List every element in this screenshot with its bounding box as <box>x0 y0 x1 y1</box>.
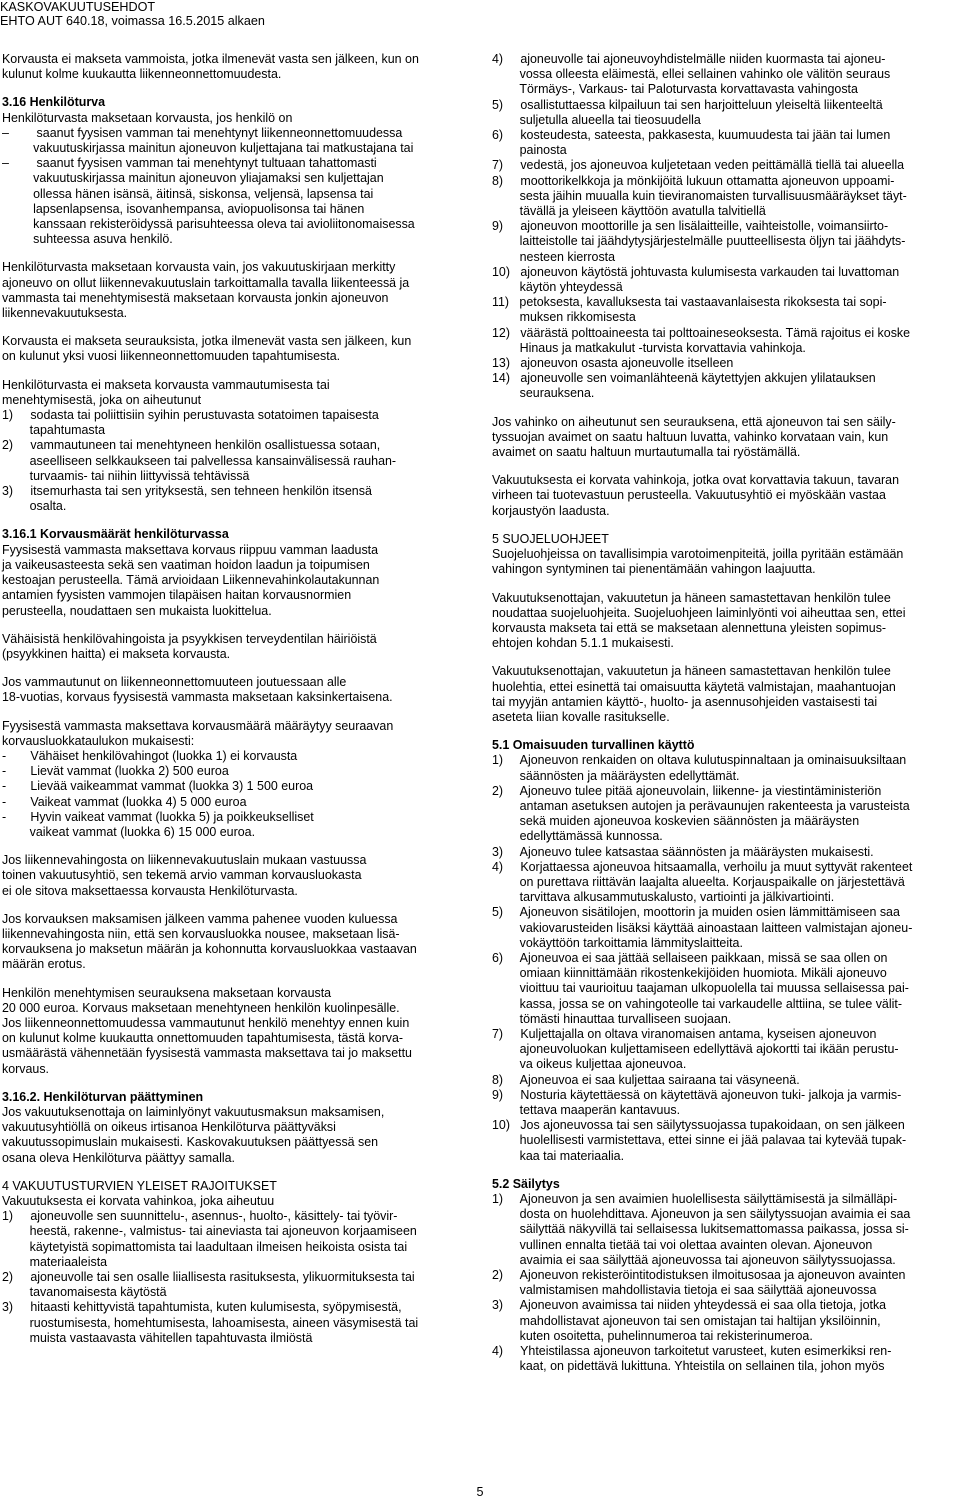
text-line: dosta on huolehdittava. Ajoneuvon ja sen säilytyssuojan avaimia ei saa <box>492 1207 911 1222</box>
text-line: tömästi hinauttaa turvalliseen suojaan. <box>492 1011 732 1026</box>
text-line: ehtojen kohdan 5.1.1 mukaisesti. <box>492 636 674 651</box>
paragraph-spacer <box>2 899 472 912</box>
text-line: osana oleva Henkilöturva päättyy samalla. <box>2 1150 235 1165</box>
text-line: muksen rikkomisesta <box>492 310 636 325</box>
text-line: korvauksena jo maksetun määrän ja kohonnutta korvausluokkaa vastaavan <box>2 942 417 957</box>
text-line: 1) Ajoneuvon renkaiden on oltava kulutuspinnaltaan ja ominaisuuksiltaan <box>492 753 907 768</box>
text-line: vioittuu tai vaurioituu taajaman ulkopuolella tai muussa sellaisessa pai- <box>492 981 909 996</box>
text-line: huolehtia, ettei esinettä tai omaisuutta käytetä valmistajan, maahantuojan <box>492 679 896 694</box>
text-line: 9) Nosturia käytettäessä on käytettävä ajoneuvon tuki- jalkoja ja varmis- <box>492 1087 902 1102</box>
text-line: tavanomaisesta käytöstä <box>2 1285 167 1300</box>
text-line: sekä muiden ajoneuvoa koskevien säännösten ja määräysten <box>492 814 860 829</box>
text-line: usmäärästä vähennetään fyysisestä vammasta maksettava tai jo maksettu <box>2 1046 412 1061</box>
text-line: vakuutusyhtiöllä on oikeus irtisanoa Henkilöturva päättyväksi <box>2 1120 336 1135</box>
text-line: 5 SUOJELUOHJEET <box>492 531 609 546</box>
text-line: vakiovarusteiden lisäksi käyttää ainoastaan laitteen valmistajan ajoneu- <box>492 920 913 935</box>
document-header <box>0 0 265 28</box>
paragraph-spacer <box>2 321 472 334</box>
paragraph-spacer <box>492 1164 956 1177</box>
text-line: va oikeus kuljettaa ajoneuvoa. <box>492 1057 687 1072</box>
section-heading: 5.1 Omaisuuden turvallinen käyttö <box>492 738 695 753</box>
header-company: KASKOVAKUUTUSEHDOT <box>0 0 156 14</box>
text-line: 8) moottorikelkkoja ja mönkijöitä lukuun ottamatta ajoneuvon uppoami- <box>492 173 895 188</box>
text-line: 3) Ajoneuvon avaimissa tai niiden yhteydessä ei saa olla tietoja, jotka <box>492 1298 887 1313</box>
section-heading: 3.16 Henkilöturva <box>2 95 105 110</box>
text-line: 5) Ajoneuvon sisätilojen, moottorin ja muiden osien lämmittämiseen saa <box>492 905 900 920</box>
text-line: 1) sodasta tai poliittisiin syihin perustuvasta sotatoimen tapaisesta <box>2 408 379 423</box>
text-line: avaimet on saatu haltuun murtautumalla tai ryöstämällä. <box>492 445 801 460</box>
paragraph-spacer <box>2 840 472 853</box>
text-line: Törmäys-, Varkaus- tai Paloturvasta korvattavasta vahingosta <box>492 82 858 97</box>
text-line: 13) ajoneuvon osasta ajoneuvolle itselleen <box>492 356 734 371</box>
text-line: Jos liikennevahingosta on liikennevakuutuslain mukaan vastuussa <box>2 853 367 868</box>
text-line: 3) itsemurhasta tai sen yrityksestä, sen tehneen henkilön itsensä <box>2 484 372 499</box>
text-line: ajoneuvo on ollut liikennevakuutuslain tarkoittamalla tavalla liikenteessä ja <box>2 275 410 290</box>
text-line: vokäyttöön tarkoittamia lämmityslaitteita. <box>492 935 743 950</box>
text-line: Fyysisestä vammasta maksettava korvaus riippuu vamman laadusta <box>2 542 379 557</box>
text-line: on kulunut yksi vuosi liikenneonnettomuuden tapahtumisesta. <box>2 349 341 364</box>
text-line: (psyykkinen haitta) ei makseta korvausta. <box>2 646 231 661</box>
text-line: tävällä ja yleiseen käyttöön avatulla talvitiellä <box>492 204 766 219</box>
text-line: 3) Ajoneuvo tulee katsastaa säännösten ja määräysten mukaisesti. <box>492 844 874 859</box>
text-line: 6) Ajoneuvoa ei saa jättää sellaiseen paikkaan, missä se saa ollen on <box>492 950 888 965</box>
text-line: Jos liikenneonnettomuudessa vammautunut henkilö menehtyy ennen kuin <box>2 1015 410 1030</box>
text-line: Jos korvauksen maksamisen jälkeen vamma pahenee vuoden kuluessa <box>2 911 398 926</box>
text-line: säännösten ja määräysten edellyttämät. <box>492 768 740 783</box>
text-line: on kulunut kolme kuukautta onnettomuuden tapahtumisesta, tästä korva- <box>2 1031 404 1046</box>
text-line: kaat, on pidettävä lukittuna. Yhteistila on sellainen tila, johon myös <box>492 1359 885 1374</box>
text-line: – saanut fyysisen vamman tai menehtynyt liikenneonnettomuudessa <box>2 125 403 140</box>
text-line: 4 VAKUUTUSTURVIEN YLEISET RAJOITUKSET <box>2 1178 277 1193</box>
text-line: kestoajan perusteella. Tämä arvioidaan Liikennevahinkolautakunnan <box>2 573 380 588</box>
text-line: korvausta makseta tai että se maksetaan alennettuna yleisten sopimus- <box>492 620 887 635</box>
text-line: vammasta tai menehtymisestä maksetaan korvausta jonkin ajoneuvon <box>2 290 389 305</box>
text-line: omiaan kiinnittämään rikostenkekijöiden huomiota. Mikäli ajoneuvo <box>492 966 887 981</box>
text-line: Jos vakuutuksenottaja on laiminlyönyt vakuutusmaksun maksamisen, <box>2 1104 385 1119</box>
text-line: 4) Korjattaessa ajoneuvoa hitsaamalla, verhoilu ja muut syttyvät rakenteet <box>492 859 913 874</box>
text-line: säilyttää näkyvillä tai sellaisessa lukitsemattomassa paikassa, jossa si- <box>492 1222 909 1237</box>
text-line: - Hyvin vaikeat vammat (luokka 5) ja poikkeukselliset <box>2 809 314 824</box>
text-line: suhteessa asuva henkilö. <box>2 232 173 247</box>
text-line: virheen tai tuotevastuun perusteella. Vakuutusyhtiö ei myöskään vastaa <box>492 488 886 503</box>
page-footer <box>0 1485 960 1500</box>
text-line: seurauksena. <box>492 386 595 401</box>
text-line: Vakuutuksenottajan, vakuutetun ja häneen samastettavan henkilön tulee <box>492 590 891 605</box>
text-line: aseteta liian kovalle rasitukselle. <box>492 709 670 724</box>
text-line: 14) ajoneuvolle sen voimanlähteenä käytettyjen akkujen ylilatauksen <box>492 371 876 386</box>
text-line: turvaamis- tai niihin liittyvissä tehtävissä <box>2 468 250 483</box>
text-line: korvausluokkataulukon mukaisesti: <box>2 733 195 748</box>
text-line: 2) ajoneuvolle tai sen osalle liiallisesta rasituksesta, ylikuormituksesta tai <box>2 1270 415 1285</box>
paragraph-spacer <box>2 706 472 719</box>
text-line: nesteen kierrosta <box>492 249 616 264</box>
text-line: vakuutussopimuslain mukaisesti. Kaskovakuutuksen päättyessä sen <box>2 1135 379 1150</box>
section-heading: 5.2 Säilytys <box>492 1176 560 1191</box>
text-line: mahdollistavat ajoneuvon tai sen omistajan tai haltijan yksilöinnin, <box>492 1313 881 1328</box>
text-line: heestä, rakenne-, valmistus- tai aineviasta tai ajoneuvon korjaamiseen <box>2 1224 417 1239</box>
text-line: korvaus. <box>2 1061 50 1076</box>
text-line: antaman asetuksen autojen ja perävaunujen rakenteesta ja varusteista <box>492 798 910 813</box>
paragraph-spacer <box>492 651 956 664</box>
text-line: 7) vedestä, jos ajoneuvoa kuljetetaan veden peittämällä tiellä tai alueella <box>492 158 905 173</box>
text-line: 5) osallistuttaessa kilpailuun tai sen harjoitteluun yleiseltä liikenteeltä <box>492 97 883 112</box>
text-line: 1) Ajoneuvon ja sen avaimien huolellisesta säilyttämisestä ja silmälläpi- <box>492 1192 898 1207</box>
text-line: 3) hitaasti kehittyvistä tapahtumista, kuten kulumisesta, syöpymisestä, <box>2 1300 402 1315</box>
text-line: tyssuojan avaimet on saatu haltuun luvatta, vahinko korvataan vain, kun <box>492 429 889 444</box>
text-line: perusteella, noudattaen sen mukaista luokittelua. <box>2 603 272 618</box>
paragraph-spacer <box>2 514 472 527</box>
paragraph-spacer <box>2 365 472 378</box>
text-line: liikennevahingosta niin, että sen korvausluokka nousee, maksetaan lisä- <box>2 926 400 941</box>
text-line: laitteistolle tai jäähdytysjärjestelmälle puutteellisesta öljyn tai jäähdyts- <box>492 234 906 249</box>
text-line: vakuutuskirjassa mainitun ajoneuvon kuljettajana tai matkustajana tai <box>2 141 414 156</box>
left-column <box>2 52 472 1346</box>
paragraph-spacer <box>492 519 956 532</box>
text-line: muista vastaavasta vähitellen tapahtuvasta ilmiöstä <box>2 1330 313 1345</box>
text-line: ja vaikeusasteesta sekä sen vaatiman hoidon laadun ja toipumisen <box>2 557 370 572</box>
text-line: 1) ajoneuvolle sen suunnittelu-, asennus-, huolto-, käsittely- tai työvir- <box>2 1209 398 1224</box>
paragraph-spacer <box>492 725 956 738</box>
text-line: vakuutuskirjassa mainitun ajoneuvon yliajamaksi sen kuljettajan <box>2 171 384 186</box>
text-line: Henkilöturvasta ei makseta korvausta vammautumisesta tai <box>2 377 330 392</box>
paragraph-spacer <box>2 82 472 95</box>
text-line: käytön yhteydessä <box>492 280 623 295</box>
right-column <box>492 52 956 1374</box>
text-line: - Lievät vammat (luokka 2) 500 euroa <box>2 764 229 779</box>
text-line: tapahtumasta <box>2 423 106 438</box>
text-line: menehtymisestä, joka on aiheutunut <box>2 392 202 407</box>
text-line: ruostumisesta, homehtumisesta, lahoamisesta, aineen väsymisestä tai <box>2 1315 419 1330</box>
text-line: 18-vuotias, korvaus fyysisestä vammasta maksetaan kaksinkertaisena. <box>2 690 393 705</box>
text-line: Fyysisestä vammasta maksettava korvausmäärä määräytyy seuraavan <box>2 718 394 733</box>
text-line: kanssaan rekisteröidyssä parisuhteessa oleva tai avioliitonomaisessa <box>2 217 415 232</box>
text-line: - Lievää vaikeammat vammat (luokka 3) 1 500 euroa <box>2 779 314 794</box>
text-line: Vakuutuksenottajan, vakuutetun ja häneen samastettavan henkilön tulee <box>492 664 891 679</box>
text-line: käytetyistä sopimattomista tai laadultaan ilmeisen heikoista osista tai <box>2 1239 408 1254</box>
text-line: – saanut fyysisen vamman tai menehtynyt tultuaan tahattomasti <box>2 156 377 171</box>
text-line: 2) Ajoneuvo tulee pitää ajoneuvolain, liikenne- ja viestintäministeriön <box>492 783 882 798</box>
text-line: määrän erotus. <box>2 957 86 972</box>
text-line: valmistamisen mahdollistavia tietoja ei saa säilyttää ajoneuvossa <box>492 1283 877 1298</box>
text-line: 11) petoksesta, kavalluksesta tai vastaavanlaisesta rikoksesta tai sopi- <box>492 295 887 310</box>
text-line: - Vaikeat vammat (luokka 4) 5 000 euroa <box>2 794 247 809</box>
paragraph-spacer <box>2 247 472 260</box>
text-line: vossa olleesta eläimestä, ellei sellainen vahinko ole välitön seuraus <box>492 67 891 82</box>
text-line: 10) ajoneuvon käytöstä johtuvasta kulumisesta varkauden tai luvattoman <box>492 264 900 279</box>
text-line: Korvausta ei makseta seurauksista, jotka ilmenevät vasta sen jälkeen, kun <box>2 334 412 349</box>
text-line: kuten osoitetta, puhelinnumeroa tai rekisterinumeroa. <box>492 1328 813 1343</box>
section-heading: 3.16.1 Korvausmäärät henkilöturvassa <box>2 527 229 542</box>
text-line: huolellisesti varmistettava, ettei sinne ei jää palavaa tai kytevää tupak- <box>492 1133 907 1148</box>
text-line: Henkilön menehtymisen seurauksena maksetaan korvausta <box>2 985 332 1000</box>
text-line: vahingon syntyminen tai pienentämään vahingon laajuutta. <box>492 562 816 577</box>
text-line: 2) vammautuneen tai menehtyneen henkilön osallistuessa sotaan, <box>2 438 381 453</box>
paragraph-spacer <box>2 973 472 986</box>
text-line: kaa tai materiaalia. <box>492 1148 625 1163</box>
text-line: painosta <box>492 143 567 158</box>
text-line: ei ole sitova maksettaessa korvausta Henkilöturvasta. <box>2 883 298 898</box>
text-line: suljetulla alueella tai tieosuudella <box>492 112 701 127</box>
text-line: 8) Ajoneuvoa ei saa kuljettaa sairaana tai väsyneenä. <box>492 1072 800 1087</box>
text-line: Henkilöturvasta maksetaan korvausta, jos henkilö on <box>2 110 293 125</box>
text-line: liikennevakuutuksesta. <box>2 306 128 321</box>
text-line: noudattaa suojeluohjeita. Suojeluohjeen laiminlyönti voi aiheuttaa sen, ettei <box>492 605 906 620</box>
page-number: 5 <box>476 1485 484 1499</box>
text-line: Vakuutuksesta ei korvata vahinkoja, jotka ovat korvattavia takuun, tavaran <box>492 473 899 488</box>
text-line: Korvausta ei makseta vammoista, jotka ilmenevät vasta sen jälkeen, kun on <box>2 52 419 66</box>
text-line: 12) väärästä polttoaineesta tai polttoaineseoksesta. Tämä rajoitus ei koske <box>492 325 911 340</box>
text-line: kulunut kolme kuukautta liikenneonnettomuudesta. <box>2 67 282 82</box>
paragraph-spacer <box>2 1077 472 1090</box>
text-line: tettava maaperän kantavuus. <box>492 1103 681 1117</box>
text-line: on purettava riittävän laajalta alueelta. Korjauspaikalle on järjestettävä <box>492 874 905 889</box>
text-line: edellyttämässä kunnossa. <box>492 829 663 844</box>
text-line: 2) Ajoneuvon rekisteröintitodistuksen ilmoitusosaa ja ajoneuvon avainten <box>492 1268 906 1283</box>
text-line: tarvittava alkusammutuskalusto, vartiointi ja jälkivartiointi. <box>492 890 835 905</box>
text-line: 20 000 euroa. Korvaus maksetaan menehtyneen henkilön kuolinpesälle. <box>2 1000 400 1015</box>
paragraph-spacer <box>2 662 472 675</box>
text-line: kassa, jossa se on vahingoteolle tai varkaudelle alttiina, se tulee välit- <box>492 996 902 1011</box>
text-line: vullinen ennalta tietää tai voi olettaa avainten olevan. Ajoneuvon <box>492 1237 873 1252</box>
header-terms-version: EHTO AUT 640.18, voimassa 16.5.2015 alkaen <box>0 14 265 28</box>
text-line: 10) Jos ajoneuvossa tai sen säilytyssuojassa tupakoidaan, on sen jälkeen <box>492 1118 905 1133</box>
text-line: tai myyjän antamien käyttö-, huolto- ja asennusohjeiden vastaisesti tai <box>492 694 878 709</box>
text-line: 7) Kuljettajalla on oltava viranomaisen antama, kyseisen ajoneuvon <box>492 1026 877 1041</box>
text-line: Vakuutuksesta ei korvata vahinkoa, joka aiheutuu <box>2 1194 275 1208</box>
text-line: 4) Yhteistilassa ajoneuvon tarkoitetut varusteet, kuten esimerkiksi ren- <box>492 1344 892 1359</box>
paragraph-spacer <box>2 619 472 632</box>
text-line: avaimia ei saa säilyttää ajoneuvossa tai ajoneuvon säilytyssuojassa. <box>492 1252 896 1267</box>
text-line: - Vähäiset henkilövahingot (luokka 1) ei korvausta <box>2 748 298 763</box>
text-line: materiaaleista <box>2 1254 108 1269</box>
text-line: antamien fyysisten vammojen tilapäisen haitan korvausnormien <box>2 588 352 603</box>
text-line: 4) ajoneuvolle tai ajoneuvoyhdistelmälle niiden kuormasta tai ajoneu- <box>492 52 886 66</box>
text-line: vaikeat vammat (luokka 6) 15 000 euroa. <box>2 824 256 839</box>
paragraph-spacer <box>492 578 956 591</box>
section-heading: 3.16.2. Henkilöturvan päättyminen <box>2 1089 204 1104</box>
text-line: Henkilöturvasta maksetaan korvausta vain, jos vakuutuskirjaan merkitty <box>2 260 396 275</box>
text-line: ollessa hänen isänsä, äitinsä, siskonsa, veljensä, lapsensa tai <box>2 186 374 201</box>
text-line: 9) ajoneuvon moottorille ja sen lisälaitteille, vaihteistolle, voimansiirto- <box>492 219 889 234</box>
paragraph-spacer <box>492 402 956 415</box>
text-line: Vähäisistä henkilövahingoista ja psyykkisen terveydentilan häiriöistä <box>2 631 377 646</box>
text-line: osalta. <box>2 499 67 514</box>
text-line: Hinaus ja matkakulut -turvista korvattavia vahinkoja. <box>492 340 806 355</box>
text-line: Suojeluohjeissa on tavallisimpia varotoimenpiteitä, joilla pyritään estämään <box>492 547 904 562</box>
text-line: sesta jäihin muualla kuin tieviranomaisten turvallisuusmääräykset täyt- <box>492 188 907 203</box>
text-line: Jos vammautunut on liikenneonnettomuuteen joutuessaan alle <box>2 675 347 690</box>
paragraph-spacer <box>492 460 956 473</box>
text-line: korjaustyön laadusta. <box>492 503 610 518</box>
text-line: Jos vahinko on aiheutunut sen seurauksena, että ajoneuvon tai sen säily- <box>492 414 896 429</box>
text-line: ajoneuvoluokan kuljettamiseen edellyttävä ajokortti tai ikään perustu- <box>492 1042 899 1057</box>
text-line: aseelliseen selkkaukseen tai palvellessa kansainvälisessä rauhan- <box>2 453 397 468</box>
text-line: 6) kosteudesta, sateesta, pakkasesta, kuumuudesta tai jään tai lumen <box>492 128 891 143</box>
text-line: lapsenlapsensa, isovanhempansa, aviopuolisonsa tai hänen <box>2 201 365 216</box>
text-line: toinen vakuutusyhtiö, sen tekemä arvio vamman korvausluokasta <box>2 868 362 883</box>
paragraph-spacer <box>2 1166 472 1179</box>
